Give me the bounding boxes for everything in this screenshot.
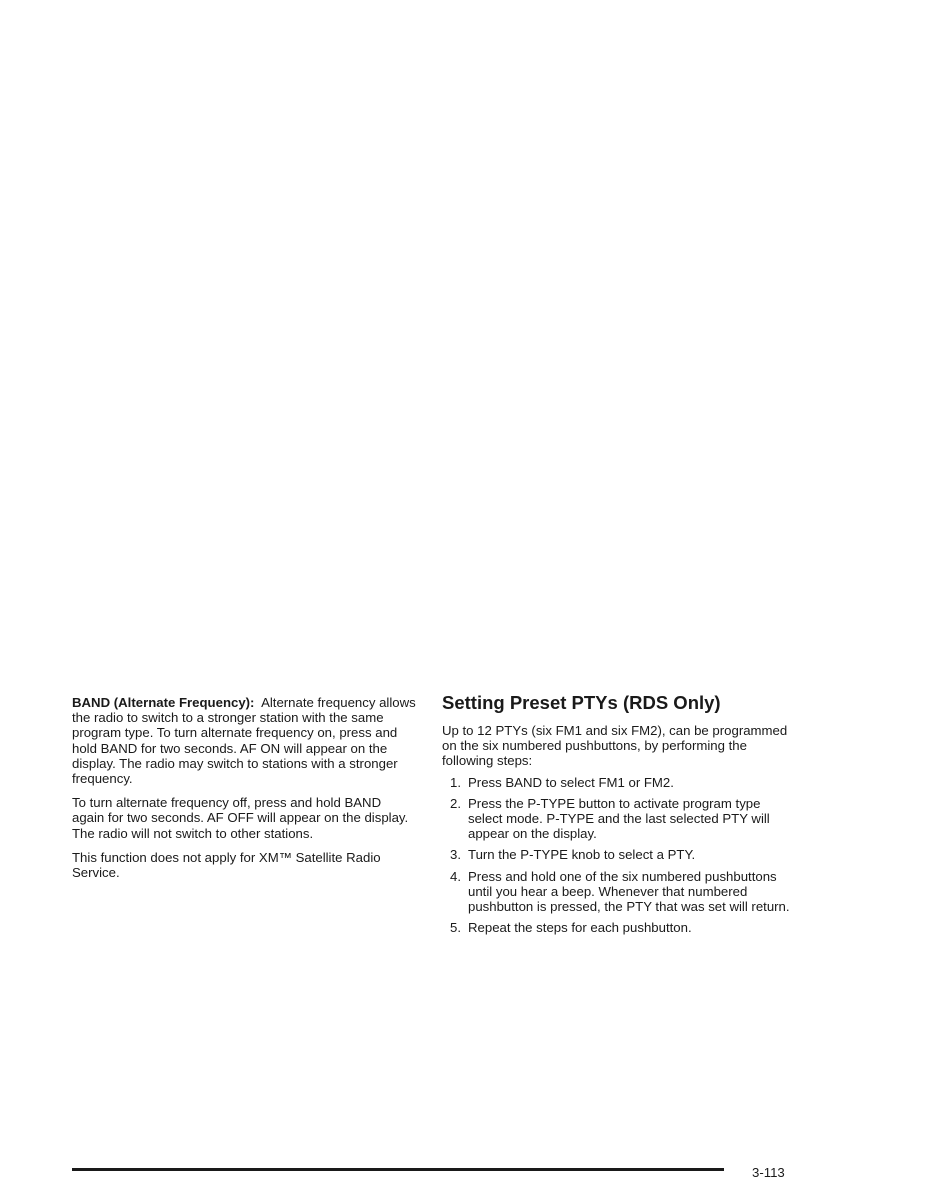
footer-rule bbox=[72, 1168, 724, 1171]
xm-note-paragraph: This function does not apply for XM™ Satellite Radio Service. bbox=[72, 849, 381, 881]
right-column bbox=[442, 692, 792, 941]
step-number: 4. bbox=[450, 868, 461, 884]
page-number: 3-113 bbox=[752, 1165, 785, 1180]
step-text: Press the P-TYPE button to activate program type select mode. P-TYPE and the last selected PTY will appear on the display. bbox=[468, 795, 770, 842]
intro-paragraph: Up to 12 PTYs (six FM1 and six FM2), can be programmed on the six numbered pushbuttons, by performing the following steps: bbox=[442, 723, 788, 769]
section-heading: Setting Preset PTYs (RDS Only) bbox=[442, 692, 721, 713]
steps-list bbox=[442, 775, 792, 936]
step-number: 5. bbox=[450, 920, 461, 936]
step-text: Turn the P-TYPE knob to select a PTY. bbox=[468, 847, 696, 863]
band-paragraph bbox=[72, 695, 417, 786]
step-text: Press BAND to select FM1 or FM2. bbox=[468, 774, 674, 790]
step-number: 2. bbox=[450, 795, 461, 811]
step-number: 1. bbox=[450, 774, 461, 790]
list-item bbox=[442, 775, 792, 790]
step-text: Press and hold one of the six numbered pushbuttons until you hear a beep. Whenever that numbered pushbutton is pressed, the PTY that was set will return. bbox=[468, 868, 790, 915]
band-lead-term: BAND (Alternate Frequency): bbox=[72, 695, 255, 710]
left-column bbox=[72, 695, 417, 889]
af-off-paragraph: To turn alternate frequency off, press and hold BAND again for two seconds. AF OFF will appear on the display. The radio will not switch to other stations. bbox=[72, 795, 409, 841]
list-item bbox=[442, 920, 792, 935]
list-item bbox=[442, 869, 792, 915]
list-item bbox=[442, 796, 792, 842]
band-description: Alternate frequency allows the radio to switch to a stronger station with the same program type. To turn alternate frequency on, press and hold BAND for two seconds. AF ON will appear on the display. The radio may switch to stations with a stronger frequency. bbox=[72, 695, 416, 787]
step-text: Repeat the steps for each pushbutton. bbox=[468, 920, 692, 936]
list-item bbox=[442, 847, 792, 862]
step-number: 3. bbox=[450, 847, 461, 863]
